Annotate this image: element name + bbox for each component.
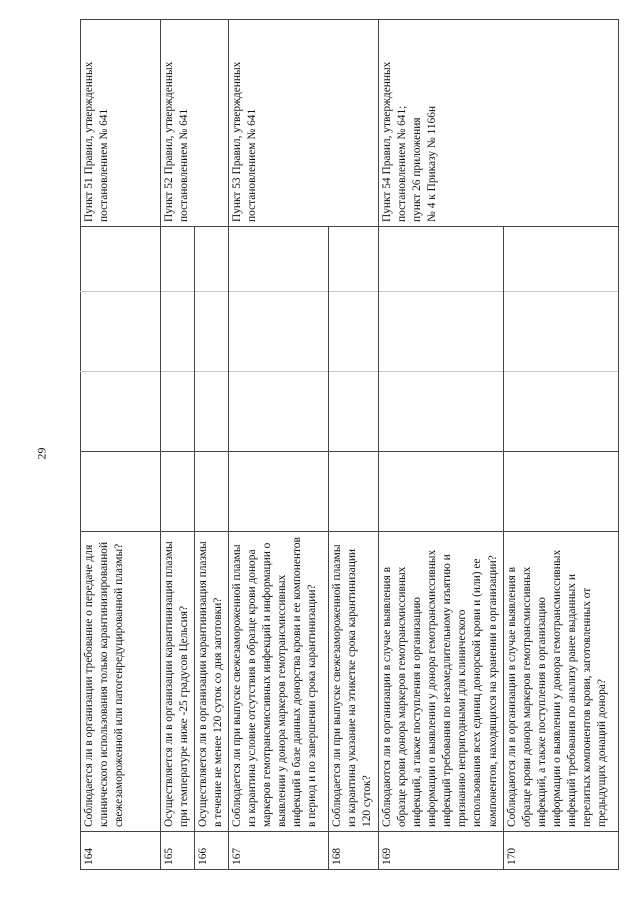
- note-cell: [503, 227, 618, 292]
- question-cell: Осуществляется ли в организации карантинизация плазмы при температуре ниже -25 градусов Цельсия?: [161, 532, 195, 832]
- answer-yes-cell: [161, 452, 195, 532]
- answer-na-cell: [161, 292, 195, 372]
- page-number: [22, 446, 62, 462]
- answer-yes-cell: [195, 452, 229, 532]
- answer-yes-cell: [329, 452, 379, 532]
- table-row: [81, 20, 161, 870]
- reference-line: пункт 26 приложения: [411, 117, 424, 222]
- answer-no-cell: [195, 372, 229, 452]
- question-cell: Соблюдается ли в организации требование о передаче для клинического использования только карантинизированной свежезамороженной или патогенредуцированной плазмы?: [81, 532, 161, 832]
- reference-cell: [379, 20, 618, 227]
- row-number: 167: [229, 832, 329, 870]
- reference-line: № 4 к Приказу № 1166н: [426, 105, 439, 222]
- row-number: 166: [195, 832, 229, 870]
- answer-na-cell: [503, 292, 618, 372]
- answer-no-cell: [503, 372, 618, 452]
- note-cell: [379, 227, 503, 292]
- rotated-page-content: [80, 20, 620, 870]
- answer-no-cell: [229, 372, 329, 452]
- row-number: 168: [329, 832, 379, 870]
- note-cell: [229, 227, 329, 292]
- answer-yes-cell: [81, 452, 161, 532]
- answer-na-cell: [379, 292, 503, 372]
- answer-no-cell: [379, 372, 503, 452]
- answer-no-cell: [81, 372, 161, 452]
- row-number: 169: [379, 832, 503, 870]
- answer-yes-cell: [229, 452, 329, 532]
- note-cell: [161, 227, 195, 292]
- answer-no-cell: [329, 372, 379, 452]
- question-cell: Соблюдается ли при выпуске свежезамороженной плазмы из карантина указание на этикетке срока карантинизации 120 суток?: [329, 532, 379, 832]
- answer-na-cell: [81, 292, 161, 372]
- row-number: 165: [161, 832, 195, 870]
- reference-cell: [81, 20, 161, 227]
- reference-line: Пункт 52 Правил, утвержденных постановлением № 641: [163, 61, 191, 222]
- row-number: 164: [81, 832, 161, 870]
- table-row: [161, 20, 195, 870]
- question-cell: Соблюдается ли при выпуске свежезамороженной плазмы из карантина условие отсутствия в образце крови донора маркеров гемотрансмиссивных инфекций и информации о выявлении у донора маркеров гемотрансмиссивных инфекций в базе данных донорства крови и ее компонентов в период и по завершении срока карантинизации?: [229, 532, 329, 832]
- page-number-text: 29: [34, 447, 49, 460]
- answer-na-cell: [329, 292, 379, 372]
- row-number: 170: [503, 832, 618, 870]
- checklist-table: [80, 19, 619, 870]
- reference-cell: [229, 20, 379, 227]
- question-cell: Соблюдаются ли в организации в случае выявления в образце крови донора маркеров гемотрансмиссивных инфекций, а также поступления в организацию информации о выявлении у донора гемотрансмиссивных инфекций требования по незамедлительному изъятию и признанию непригодными для клинического использования всех единиц донорской крови и (или) ее компонентов, находящихся на хранении в организации?: [379, 532, 503, 832]
- note-cell: [195, 227, 229, 292]
- reference-line: Пункт 53 Правил, утвержденных постановлением № 641: [231, 61, 259, 222]
- question-cell: Соблюдаются ли в организации в случае выявления в образце крови донора маркеров гемотрансмиссивных инфекций, а также поступления в организацию информации о выявлении у донора гемотрансмиссивных инфекций требования по анализу ранее выданных и перелитых компонентов крови, заготовленных от предыдущих донаций донора?: [503, 532, 618, 832]
- answer-na-cell: [195, 292, 229, 372]
- answer-na-cell: [229, 292, 329, 372]
- answer-yes-cell: [379, 452, 503, 532]
- table-row: [229, 20, 329, 870]
- note-cell: [329, 227, 379, 292]
- table-row: [379, 20, 503, 870]
- question-cell: Осуществляется ли в организации карантинизация плазмы в течение не менее 120 суток со дня заготовки?: [195, 532, 229, 832]
- answer-yes-cell: [503, 452, 618, 532]
- reference-line: Пункт 54 Правил, утвержденных постановлением № 641;: [381, 61, 409, 222]
- reference-line: Пункт 51 Правил, утвержденных постановлением № 641: [83, 61, 111, 222]
- reference-cell: [161, 20, 229, 227]
- answer-no-cell: [161, 372, 195, 452]
- note-cell: [81, 227, 161, 292]
